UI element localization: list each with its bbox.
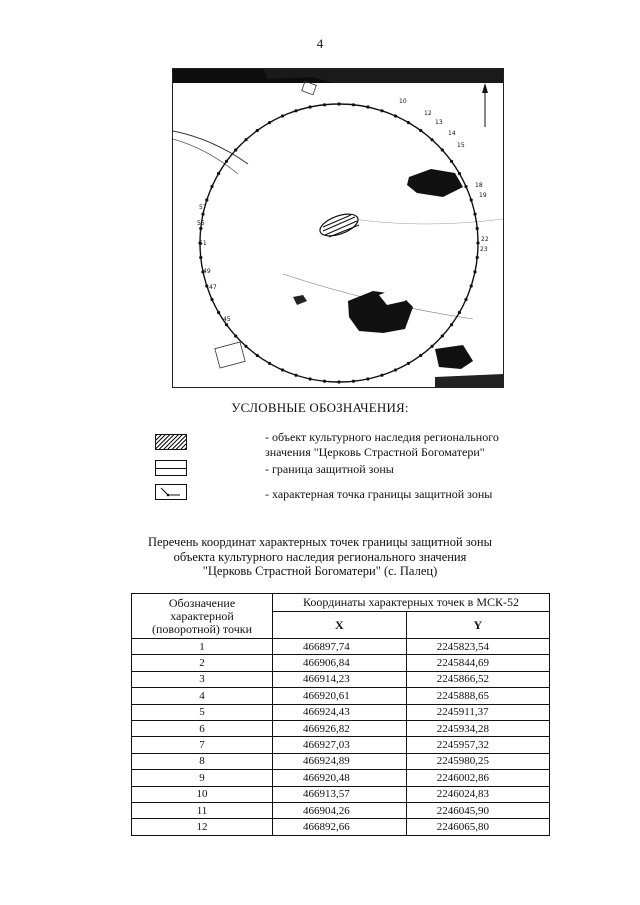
point-number-cell: 11 [132, 802, 273, 818]
y-coordinate-cell: 2245844,69 [406, 655, 549, 671]
boundary-line-icon [155, 460, 187, 476]
zone-point [430, 138, 433, 141]
x-coordinate-cell: 466914,23 [273, 671, 407, 687]
header-x: X [273, 612, 407, 639]
zone-point [244, 345, 247, 348]
zone-point [419, 129, 422, 132]
point-number-cell: 4 [132, 688, 273, 704]
zone-point [380, 109, 383, 112]
zone-point [337, 102, 340, 105]
y-coordinate-cell: 2245823,54 [406, 639, 549, 655]
y-coordinate-cell: 2245957,32 [406, 737, 549, 753]
zone-point [476, 241, 479, 244]
x-coordinate-cell: 466897,74 [273, 639, 407, 655]
zone-point [464, 298, 467, 301]
y-coordinate-cell: 2245866,52 [406, 671, 549, 687]
caption-line: "Церковь Страстной Богоматери" (с. Палец) [202, 564, 438, 578]
church-object [317, 210, 361, 241]
zone-point [380, 374, 383, 377]
zone-point [281, 114, 284, 117]
y-coordinate-cell: 2246065,80 [406, 819, 549, 835]
y-coordinate-cell: 2245934,28 [406, 720, 549, 736]
zone-point [450, 160, 453, 163]
map-point-label: 23 [480, 246, 488, 253]
legend-text: - объект культурного наследия регионального [265, 430, 499, 444]
y-coordinate-cell: 2246045,90 [406, 802, 549, 818]
zone-point [394, 368, 397, 371]
y-coordinate-cell: 2246002,86 [406, 770, 549, 786]
zone-point [366, 105, 369, 108]
legend-text: - граница защитной зоны [265, 462, 394, 476]
table-body [132, 639, 550, 836]
zone-point [210, 185, 213, 188]
zone-point [473, 213, 476, 216]
point-marker-icon [155, 484, 187, 500]
table-row [132, 688, 550, 704]
building-blob [407, 169, 463, 197]
point-number-cell: 3 [132, 671, 273, 687]
road-line [173, 131, 248, 164]
protection-zone-boundary [200, 104, 478, 382]
zone-point [430, 345, 433, 348]
zone-point [234, 148, 237, 151]
map-point-label: 45 [223, 316, 231, 323]
zone-point [323, 103, 326, 106]
zone-point [464, 185, 467, 188]
zone-point [225, 160, 228, 163]
zone-point [217, 311, 220, 314]
map-point-label: 55 [197, 220, 205, 227]
zone-point [199, 227, 202, 230]
zone-point [309, 105, 312, 108]
zone-point [225, 323, 228, 326]
map-point-label: 57 [199, 204, 207, 211]
map-point-label: 47 [209, 284, 217, 291]
table-row [132, 671, 550, 687]
map-point-label: 51 [199, 240, 207, 247]
point-number-cell: 1 [132, 639, 273, 655]
zone-point [205, 198, 208, 201]
zone-point [256, 129, 259, 132]
zone-point [450, 323, 453, 326]
zone-point [268, 362, 271, 365]
point-labels [197, 98, 489, 323]
zone-point [244, 138, 247, 141]
map-point-label: 19 [479, 192, 487, 199]
legend-item-point [265, 487, 492, 502]
zone-point [199, 256, 202, 259]
table-row [132, 770, 550, 786]
zone-point [323, 380, 326, 383]
zone-point [407, 121, 410, 124]
x-coordinate-cell: 466926,82 [273, 720, 407, 736]
point-number-cell: 12 [132, 819, 273, 835]
map-point-label: 14 [448, 130, 456, 137]
zone-point [205, 284, 208, 287]
table-row [132, 737, 550, 753]
caption-line: Перечень координат характерных точек границы защитной зоны [147, 535, 493, 549]
map-point-label: 10 [399, 98, 407, 105]
map-point-label: 13 [435, 119, 443, 126]
zone-point [234, 334, 237, 337]
map-drawing [173, 69, 503, 387]
table-row [132, 802, 550, 818]
zone-point [407, 362, 410, 365]
zone-point [294, 109, 297, 112]
y-coordinate-cell: 2245980,25 [406, 753, 549, 769]
zone-point [470, 198, 473, 201]
zone-point [268, 121, 271, 124]
y-coordinate-cell: 2245888,65 [406, 688, 549, 704]
table-row [132, 720, 550, 736]
zone-point [473, 270, 476, 273]
table-row [132, 639, 550, 655]
header-point: Обозначение характерной (поворотной) точки [132, 594, 273, 639]
point-number-cell: 6 [132, 720, 273, 736]
point-number-cell: 10 [132, 786, 273, 802]
x-coordinate-cell: 466927,03 [273, 737, 407, 753]
zone-point [394, 114, 397, 117]
table-row [132, 819, 550, 835]
table-row [132, 655, 550, 671]
zone-point [337, 380, 340, 383]
x-coordinate-cell: 466924,43 [273, 704, 407, 720]
table-row [132, 753, 550, 769]
x-coordinate-cell: 466920,61 [273, 688, 407, 704]
point-number-cell: 5 [132, 704, 273, 720]
zone-point [217, 172, 220, 175]
legend-text: значения "Церковь Страстной Богоматери" [265, 445, 485, 459]
table-row [132, 704, 550, 720]
header-coords: Координаты характерных точек в МСК-52 [273, 594, 550, 612]
zone-point [352, 103, 355, 106]
building-blob [435, 345, 473, 369]
x-coordinate-cell: 466920,48 [273, 770, 407, 786]
x-coordinate-cell: 466904,26 [273, 802, 407, 818]
legend-title: УСЛОВНЫЕ ОБОЗНАЧЕНИЯ: [231, 400, 409, 415]
caption-line: объекта культурного наследия регионального значения [173, 549, 467, 564]
zone-point [352, 380, 355, 383]
zone-point [476, 256, 479, 259]
y-coordinate-cell: 2245911,37 [406, 704, 549, 720]
zone-point [256, 354, 259, 357]
coordinates-table [131, 593, 550, 836]
zone-point [441, 334, 444, 337]
site-map [172, 68, 504, 388]
map-point-label: 18 [475, 182, 483, 189]
point-number-cell: 8 [132, 753, 273, 769]
zone-point [281, 368, 284, 371]
x-coordinate-cell: 466892,66 [273, 819, 407, 835]
table-caption [0, 535, 640, 579]
zone-point [458, 172, 461, 175]
header-y: Y [406, 612, 549, 639]
x-coordinate-cell: 466913,57 [273, 786, 407, 802]
map-point-label: 22 [481, 236, 489, 243]
north-arrow-icon [482, 83, 488, 127]
map-point-label: 49 [203, 268, 211, 275]
zone-point [366, 377, 369, 380]
zone-point [294, 374, 297, 377]
zone-point [441, 148, 444, 151]
x-coordinate-cell: 466924,89 [273, 753, 407, 769]
page-number: 4 [316, 36, 324, 51]
zone-point [419, 354, 422, 357]
x-coordinate-cell: 466906,84 [273, 655, 407, 671]
zone-point [309, 377, 312, 380]
map-point-label: 15 [457, 142, 465, 149]
map-point-label: 12 [424, 110, 432, 117]
zone-point [210, 298, 213, 301]
y-coordinate-cell: 2246024,83 [406, 786, 549, 802]
legend-item-object [265, 430, 499, 460]
legend-text: - характерная точка границы защитной зоны [265, 487, 493, 501]
point-number-cell: 9 [132, 770, 273, 786]
zone-point [470, 284, 473, 287]
hatched-rectangle-icon [155, 434, 187, 450]
point-number-cell: 2 [132, 655, 273, 671]
table-row [132, 786, 550, 802]
legend-item-boundary [265, 462, 394, 477]
zone-point [201, 213, 204, 216]
point-number-cell: 7 [132, 737, 273, 753]
zone-point [458, 311, 461, 314]
zone-point [476, 227, 479, 230]
